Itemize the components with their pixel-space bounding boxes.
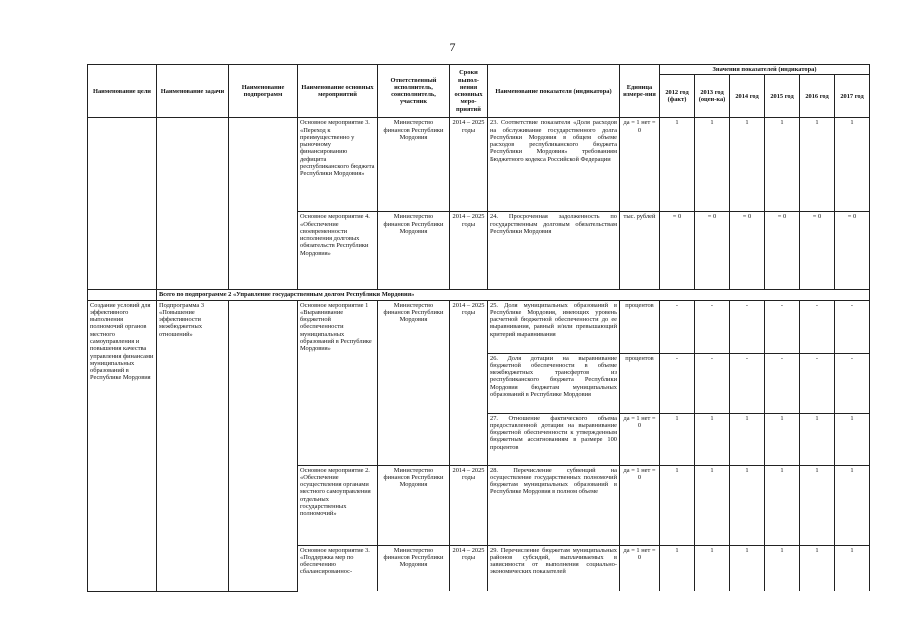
unit-cell: да = 1 нет = 0 xyxy=(620,545,660,591)
value-cell: - xyxy=(730,353,765,413)
value-cell: 1 xyxy=(765,465,800,545)
indicator-cell: 25. Доля муниципальных образований в Республике Мордовия, имеющих уровень расчетной бюджетной обеспеченности до ее выравнивания, равный и/или превышающий критерий выравнивания xyxy=(488,300,620,353)
value-cell: = 0 xyxy=(835,212,870,290)
unit-cell: процентов xyxy=(620,300,660,353)
executor-cell: Министерство финансов Республики Мордовия xyxy=(378,118,450,212)
term-cell: 2014 – 2025 годы xyxy=(450,212,488,290)
unit-cell: да = 1 нет = 0 xyxy=(620,465,660,545)
value-cell: - xyxy=(730,300,765,353)
task-cell-empty xyxy=(157,118,229,290)
header-year: 2014 год xyxy=(730,75,765,118)
unit-cell: да = 1 нет = 0 xyxy=(620,413,660,465)
term-cell: 2014 – 2025 годы xyxy=(450,300,488,465)
header-term: Сроки выпол-нения основных меро-приятий xyxy=(450,65,488,118)
value-cell: = 0 xyxy=(765,212,800,290)
value-cell: = 0 xyxy=(730,212,765,290)
subprogram-total-row: Всего по подпрограмме 2 «Управление государственным долгом Республики Мордовия» xyxy=(157,290,870,300)
value-cell: 1 xyxy=(800,118,835,212)
executor-cell: Министерство финансов Республики Мордовия xyxy=(378,465,450,545)
value-cell: 1 xyxy=(765,118,800,212)
value-cell: = 0 xyxy=(695,212,730,290)
value-cell: - xyxy=(660,353,695,413)
measure-cell: Основное мероприятие 2. «Обеспечение осуществления органами местного самоуправления отдельных государственных полномочий» xyxy=(298,465,378,545)
header-year: 2013 год (оцен-ка) xyxy=(695,75,730,118)
value-cell: 1 xyxy=(835,118,870,212)
header-measure: Наименование основных мероприятий xyxy=(298,65,378,118)
value-cell: 1 xyxy=(695,465,730,545)
executor-cell: Министерство финансов Республики Мордовия xyxy=(378,212,450,290)
value-cell: 1 xyxy=(730,545,765,591)
executor-cell: Министерство финансов Республики Мордовия xyxy=(378,300,450,465)
header-executor: Ответственный исполнитель, соисполнитель, участник xyxy=(378,65,450,118)
executor-cell: Министерство финансов Республики Мордовия xyxy=(378,545,450,591)
unit-cell: да = 1 нет = 0 xyxy=(620,118,660,212)
term-cell: 2014 – 2025 годы xyxy=(450,118,488,212)
value-cell: 1 xyxy=(765,545,800,591)
page-number: 7 xyxy=(449,40,456,54)
value-cell: 1 xyxy=(730,413,765,465)
value-cell: 1 xyxy=(835,465,870,545)
value-cell: 1 xyxy=(660,545,695,591)
indicators-table xyxy=(87,64,870,592)
indicator-cell: 29. Перечисление бюджетам муниципальных районов субсидий, выплачиваемых в зависимости от выполнения социально-экономических показателей xyxy=(488,545,620,591)
indicator-cell: 23. Соответствие показателя «Доля расходов на обслуживание государственного долга Республики Мордовия в общем объеме расходов республиканского бюджета Республики Мордовия» требованиям Бюджетного кодекса Российской Федерации xyxy=(488,118,620,212)
indicator-cell: 27. Отношение фактического объема предоставленной дотации на выравнивание бюджетной обеспеченности к утвержденным бюджетным ассигнованиям в размере 100 процентов xyxy=(488,413,620,465)
value-cell: 1 xyxy=(660,413,695,465)
value-cell: - xyxy=(800,353,835,413)
value-cell: - xyxy=(695,353,730,413)
task-cell: Подпрограмма 3 «Повышение эффективности межбюджетных отношений» xyxy=(157,300,229,591)
term-cell: 2014 – 2025 годы xyxy=(450,465,488,545)
value-cell: = 0 xyxy=(660,212,695,290)
indicator-cell: 26. Доля дотации на выравнивание бюджетной обеспеченности в объеме межбюджетных трансфертов из республиканского бюджета Республики Мордовия бюджетам муниципальных образований в Республике Мордовия xyxy=(488,353,620,413)
value-cell: 1 xyxy=(695,118,730,212)
measure-cell: Основное мероприятие 3. «Поддержка мер по обеспечению сбалансированнос- xyxy=(298,545,378,591)
value-cell: 1 xyxy=(695,413,730,465)
value-cell: - xyxy=(695,300,730,353)
value-cell: 1 xyxy=(695,545,730,591)
value-cell: 1 xyxy=(800,545,835,591)
indicator-cell: 24. Просроченная задолженность по государственным долговым обязательствам Республики Мордовия xyxy=(488,212,620,290)
header-year: 2015 год xyxy=(765,75,800,118)
value-cell: 1 xyxy=(730,118,765,212)
value-cell: - xyxy=(835,353,870,413)
header-unit: Единица измере-ния xyxy=(620,65,660,118)
indicator-cell: 28. Перечисление субвенций на осуществление государственных полномочий бюджетам муниципальных образований в Республике Мордовия в полном объеме xyxy=(488,465,620,545)
value-cell: 1 xyxy=(800,465,835,545)
value-cell: 1 xyxy=(835,413,870,465)
term-cell: 2014 – 2025 годы xyxy=(450,545,488,591)
header-task: Наименование задачи xyxy=(157,65,229,118)
unit-cell: тыс. рублей xyxy=(620,212,660,290)
header-values-group: Значения показателей (индикатора) xyxy=(660,65,870,75)
header-year: 2017 год xyxy=(835,75,870,118)
measure-cell: Основное мероприятие 4. «Обеспечение своевременности исполнения долговых обязательств Республики Мордовия» xyxy=(298,212,378,290)
header-year: 2012 год (факт) xyxy=(660,75,695,118)
value-cell: 1 xyxy=(730,465,765,545)
subprogram-cell-empty xyxy=(229,300,298,591)
value-cell: - xyxy=(765,353,800,413)
total-empty-cell xyxy=(88,290,157,300)
value-cell: 1 xyxy=(800,413,835,465)
measure-cell: Основное мероприятие 3. «Переход к преимущественно у рыночному финансированию дефицита республиканского бюджета Республики Мордовия» xyxy=(298,118,378,212)
value-cell: - xyxy=(800,300,835,353)
value-cell: 1 xyxy=(660,118,695,212)
value-cell: 1 xyxy=(835,545,870,591)
value-cell: - xyxy=(835,300,870,353)
value-cell: 1 xyxy=(660,465,695,545)
value-cell: - xyxy=(660,300,695,353)
subprogram-cell-empty xyxy=(229,118,298,290)
value-cell: 1 xyxy=(765,413,800,465)
header-subprogram: Наименование подпрограмм xyxy=(229,65,298,118)
value-cell: - xyxy=(765,300,800,353)
unit-cell: процентов xyxy=(620,353,660,413)
measure-cell: Основное мероприятие 1 «Выравнивание бюджетной обеспеченности муниципальных образований в Республике Мордовия» xyxy=(298,300,378,465)
header-goal: Наименование цели xyxy=(88,65,157,118)
goal-cell-empty xyxy=(88,118,157,290)
goal-cell: Создание условий для эффективного выполнения полномочий органов местного самоуправления и повышения качества управления финансами муниципальных образований в Республике Мордовия xyxy=(88,300,157,591)
header-year: 2016 год xyxy=(800,75,835,118)
value-cell: = 0 xyxy=(800,212,835,290)
header-indicator: Наименование показателя (индикатора) xyxy=(488,65,620,118)
